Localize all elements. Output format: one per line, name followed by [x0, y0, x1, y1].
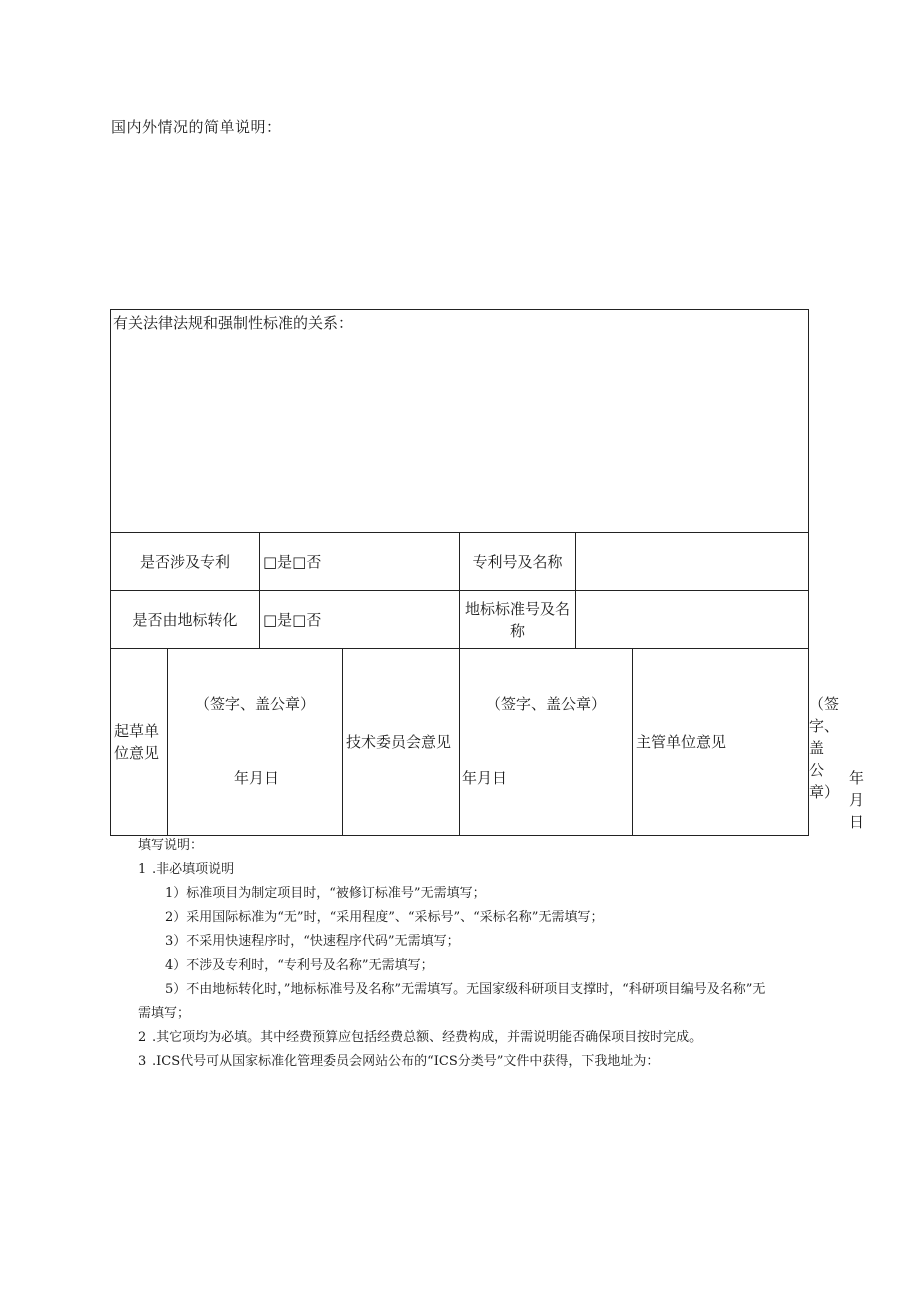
filling-instructions — [110, 834, 810, 1074]
drafting-date: 年月日 — [234, 769, 280, 787]
local-standard-choice[interactable]: □是□否 — [260, 591, 460, 649]
instruction-item-1-number: 1 — [138, 862, 147, 877]
instruction-sub-2: 2）采用国际标准为“无”时，“采用程度”、“采标号”、“采标名称”无需填写； — [165, 910, 604, 925]
committee-opinion-cell[interactable] — [460, 649, 633, 836]
application-form-table: 有关法律法规和强制性标准的关系： 是否涉及专利 □是□否 专利号及名称 是否由地标转化 □是□否 地标标准号及名称 起草单位意见 （签字、盖公章） 年月日 技术委员会意见 （签字、盖公章） 年月日 主管单位意见 （签字、盖公章） 年月日 — [110, 309, 809, 836]
patent-number-field[interactable] — [576, 533, 809, 591]
instruction-item-3 — [110, 1050, 810, 1074]
authority-date: 年月日 — [849, 769, 865, 831]
authority-opinion-label: 主管单位意见 — [633, 649, 809, 836]
drafting-opinion-label: 起草单位意见 — [111, 649, 168, 836]
instruction-item-2-number: 2 — [138, 1030, 147, 1045]
instruction-sub-4: 4）不涉及专利时，“专利号及名称”无需填写； — [165, 958, 434, 973]
local-standard-number-field[interactable] — [576, 591, 809, 649]
instruction-sub-3: 3）不采用快速程序时，“快速程序代码”无需填写； — [165, 934, 460, 949]
drafting-opinion-cell[interactable] — [168, 649, 343, 836]
instruction-item-3-number: 3 — [138, 1054, 147, 1069]
committee-opinion-label: 技术委员会意见 — [343, 649, 460, 836]
law-relation-cell[interactable] — [111, 310, 809, 533]
law-relation-label: 有关法律法规和强制性标准的关系： — [113, 314, 354, 332]
instruction-sub-5-line-2: 需填写； — [138, 1006, 191, 1021]
local-standard-label: 是否由地标转化 — [111, 591, 260, 649]
patent-number-label: 专利号及名称 — [460, 533, 576, 591]
patent-choice[interactable]: □是□否 — [260, 533, 460, 591]
committee-date: 年月日 — [462, 769, 508, 787]
instruction-item-1-text: .非必填项说明 — [152, 862, 235, 877]
instructions-title: 填写说明： — [138, 838, 204, 853]
instruction-sub-5-line-1: 5）不由地标转化时，”地标标准号及名称”无需填写。无国家级科研项目支撑时，“科研项目编号及名称”无 — [165, 982, 766, 997]
instruction-item-3-text: .ICS代号可从国家标准化管理委员会网站公布的“ICS分类号”文件中获得，下我地址为： — [152, 1054, 660, 1069]
drafting-sign-note: （签字、盖公章） — [194, 695, 315, 713]
instruction-item-2 — [110, 1026, 810, 1050]
local-standard-number-label: 地标标准号及名称 — [460, 591, 576, 649]
instruction-item-2-text: .其它项均为必填。其中经费预算应包括经费总额、经费构成，并需说明能否确保项目按时完成。 — [152, 1030, 703, 1045]
instruction-sub-1: 1）标准项目为制定项目时，“被修订标准号”无需填写； — [165, 886, 486, 901]
patent-label: 是否涉及专利 — [111, 533, 260, 591]
instruction-item-1 — [110, 858, 810, 882]
committee-sign-note: （签字、盖公章） — [485, 695, 606, 713]
intro-label: 国内外情况的简单说明： — [111, 118, 282, 136]
